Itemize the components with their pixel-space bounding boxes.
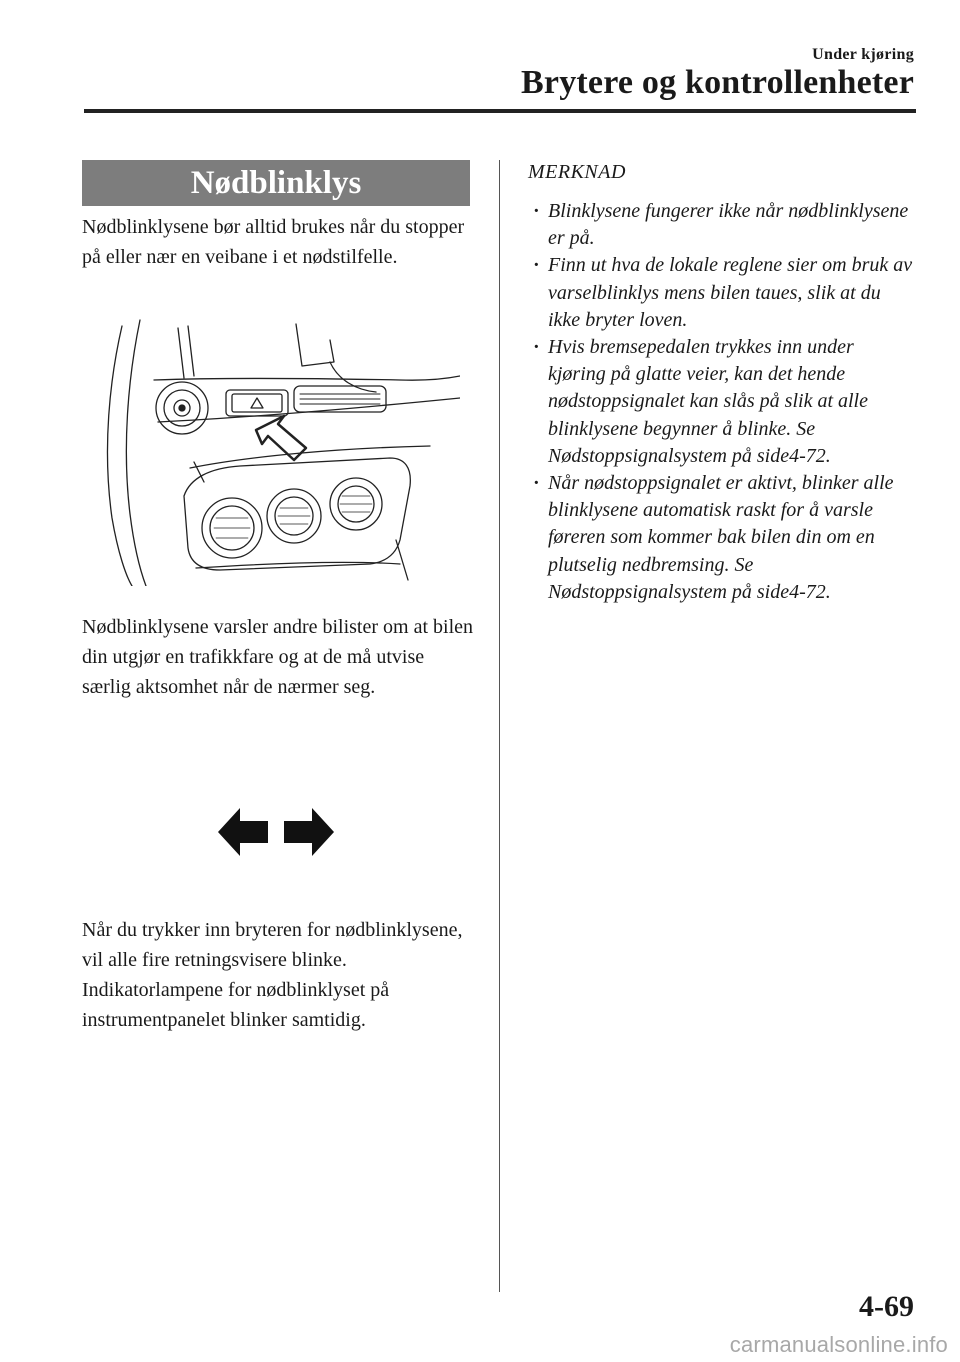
page-title: Brytere og kontrollenheter bbox=[521, 64, 914, 101]
intro-paragraph: Nødblinklysene bør alltid brukes når du stopper på eller nær en veibane i et nødstilfelle. bbox=[82, 216, 465, 268]
note-item: · Finn ut hva de lokale reglene sier om bruk av varselblinklys mens bilen taues, slik at du ikke bryter loven. bbox=[528, 252, 913, 334]
turn-arrows-icon bbox=[216, 806, 336, 858]
column-divider bbox=[499, 160, 500, 1292]
note-item: · Blinklysene fungerer ikke når nødblinklysene er på. bbox=[528, 198, 913, 252]
watermark: carmanualsonline.info bbox=[729, 1332, 948, 1357]
section-title: Nødblinklys bbox=[82, 160, 470, 206]
page-number: 4-69 bbox=[859, 1290, 914, 1323]
note-item: · Hvis bremsepedalen trykkes inn under kjøring på glatte veier, kan det hende nødstoppsignalet kan slås på slik at alle blinklysene begynner å blinke. Se Nødstoppsignalsystem på side4-72. bbox=[528, 334, 913, 470]
operation-paragraph: Når du trykker inn bryteren for nødblinklysene, vil alle fire retningsvisere blinke. Indikatorlampene for nødblinklyset på instrumentpanelet blinker samtidig. bbox=[82, 919, 463, 1031]
warning-paragraph: Nødblinklysene varsler andre bilister om at bilen din utgjør en trafikkfare og at de må utvise særlig aktsomhet når de nærmer seg. bbox=[82, 616, 474, 698]
note-list bbox=[528, 198, 913, 606]
note-item: · Når nødstoppsignalet er aktivt, blinker alle blinklysene automatisk raskt for å varsle føreren som kommer bak bilen din om en plutselig nedbremsing. Se Nødstoppsignalsystem på side4-72. bbox=[528, 470, 913, 606]
hazard-switch-illustration bbox=[100, 318, 460, 586]
header-rule bbox=[84, 109, 916, 113]
chapter-label: Under kjøring bbox=[812, 46, 914, 63]
note-heading: MERKNAD bbox=[528, 161, 626, 183]
